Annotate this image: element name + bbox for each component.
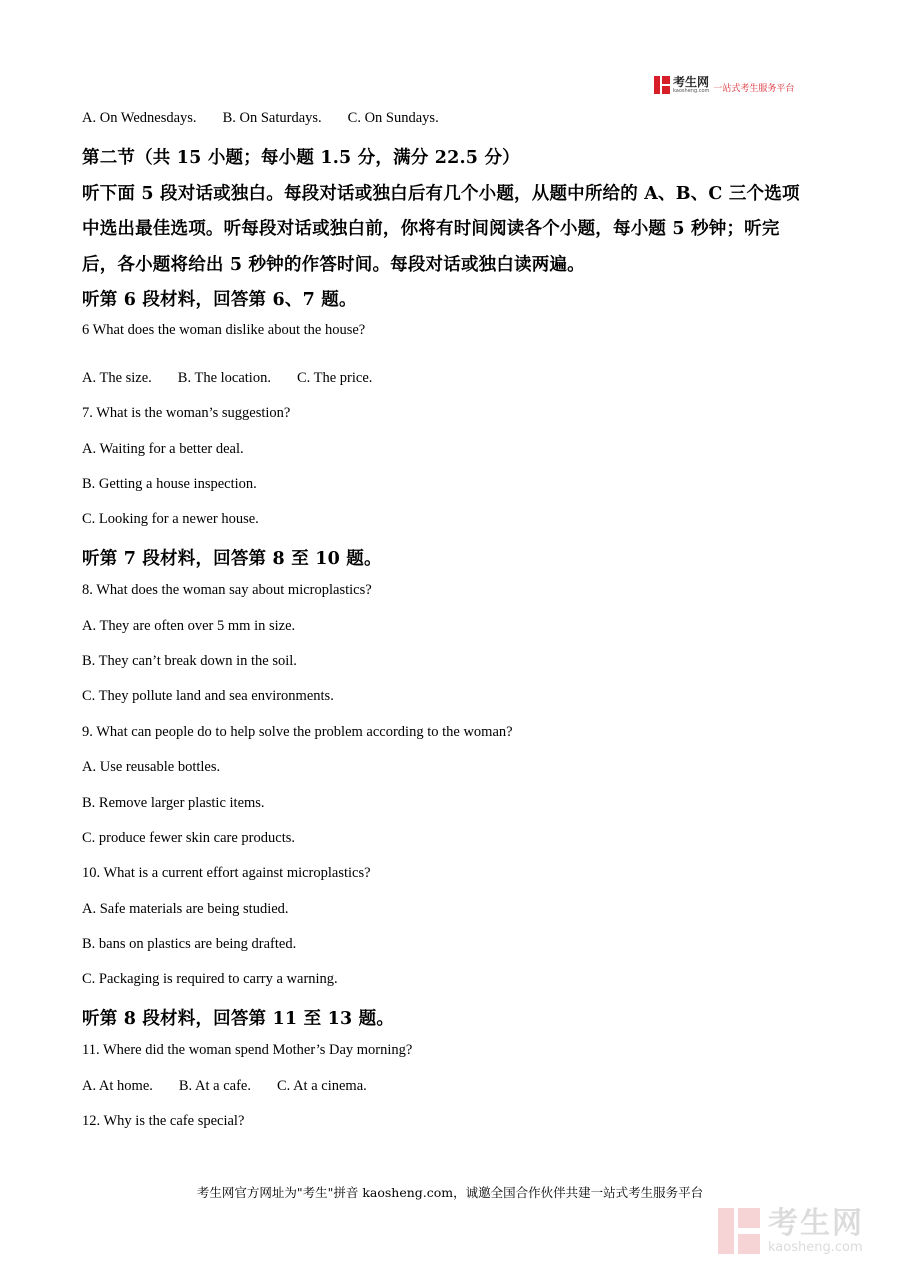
question-8: 8. What does the woman say about microplastics? [82, 582, 372, 598]
question-9: 9. What can people do to help solve the problem according to the woman? [82, 724, 513, 740]
material-8-heading: 听第 8 段材料，回答第 11 至 13 题。 [82, 1009, 395, 1029]
section-title: 第二节（共 15 小题；每小题 1.5 分，满分 22.5 分） [82, 148, 520, 168]
option-a: A. On Wednesdays. [82, 110, 197, 126]
kaosheng-watermark-icon [718, 1208, 760, 1254]
instruction-line-3: 后，各小题将给出 5 秒钟的作答时间。每段对话或独白读两遍。 [82, 255, 585, 275]
q9-option-a: A. Use reusable bottles. [82, 759, 221, 775]
q5-options [82, 110, 439, 127]
q9-option-b: B. Remove larger plastic items. [82, 795, 265, 811]
q7-option-c: C. Looking for a newer house. [82, 511, 259, 527]
option-a: A. At home. [82, 1078, 153, 1094]
kaosheng-logo-icon [654, 76, 670, 94]
question-10: 10. What is a current effort against microplastics? [82, 865, 371, 881]
q10-option-c: C. Packaging is required to carry a warning. [82, 971, 338, 987]
question-12: 12. Why is the cafe special? [82, 1113, 245, 1129]
question-6: 6 What does the woman dislike about the house? [82, 322, 366, 338]
logo-slogan: 一站式考生服务平台 [713, 83, 795, 94]
q8-option-a: A. They are often over 5 mm in size. [82, 618, 296, 634]
header-logo [654, 74, 794, 96]
option-c: C. On Sundays. [347, 110, 439, 126]
material-7-heading: 听第 7 段材料，回答第 8 至 10 题。 [82, 549, 382, 569]
material-6-heading: 听第 6 段材料，回答第 6、7 题。 [82, 290, 357, 310]
option-c: C. At a cinema. [276, 1078, 367, 1094]
q10-option-b: B. bans on plastics are being drafted. [82, 936, 297, 952]
footer-text: 考生网官方网址为"考生"拼音 kaosheng.com，诚邀全国合作伙伴共建一站式考生服务平台 [196, 1185, 704, 1200]
option-b: B. At a cafe. [178, 1078, 251, 1094]
option-b: B. On Saturdays. [222, 110, 322, 126]
q7-option-b: B. Getting a house inspection. [82, 476, 257, 492]
watermark-domain: kaosheng.com [768, 1239, 863, 1255]
footer-watermark [718, 1205, 864, 1255]
watermark-name: 考生网 [768, 1205, 864, 1241]
q9-option-c: C. produce fewer skin care products. [82, 830, 295, 846]
q8-option-c: C. They pollute land and sea environments. [82, 688, 334, 704]
option-b: B. The location. [177, 370, 271, 386]
question-11: 11. Where did the woman spend Mother’s Day morning? [82, 1042, 413, 1058]
instruction-line-2: 中选出最佳选项。听每段对话或独白前，你将有时间阅读各个小题，每小题 5 秒钟；听完 [82, 219, 780, 239]
logo-domain: kaosheng.com [673, 88, 710, 94]
q10-option-a: A. Safe materials are being studied. [82, 901, 289, 917]
option-c: C. The price. [296, 370, 373, 386]
q8-option-b: B. They can’t break down in the soil. [82, 653, 297, 669]
instruction-line-1: 听下面 5 段对话或独白。每段对话或独白后有几个小题，从题中所给的 A、B、C 三个选项 [82, 184, 800, 204]
q11-options [82, 1078, 367, 1095]
question-7: 7. What is the woman’s suggestion? [82, 405, 291, 421]
option-a: A. The size. [82, 370, 152, 386]
logo-name: 考生网 [673, 75, 710, 89]
q6-options [82, 370, 372, 387]
q7-option-a: A. Waiting for a better deal. [82, 441, 244, 457]
